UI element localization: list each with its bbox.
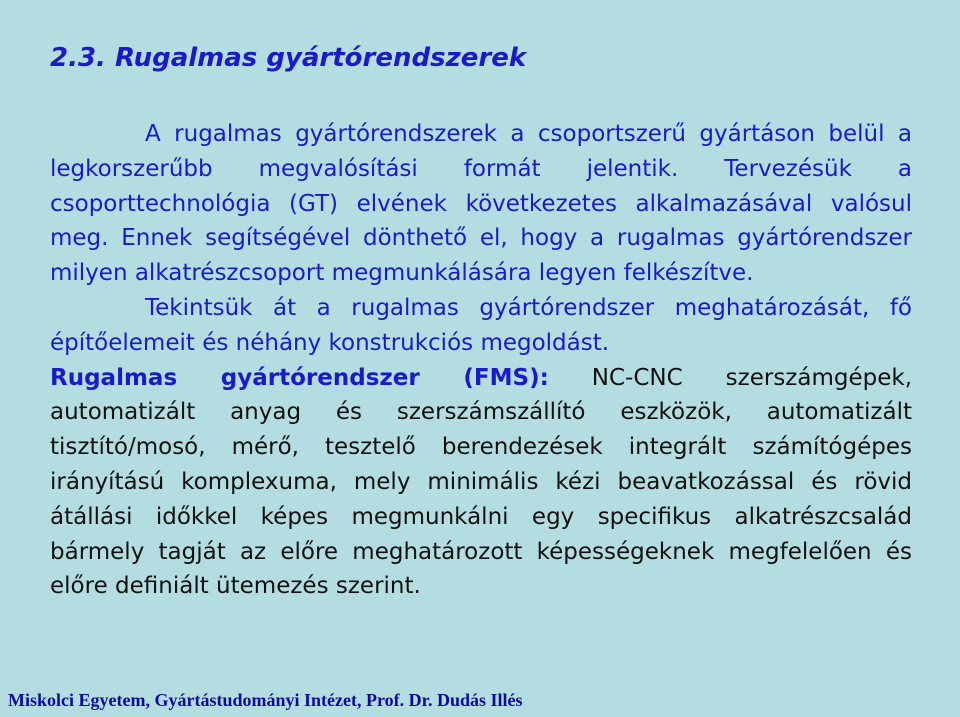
slide-body	[50, 117, 912, 604]
slide-title: 2.3. Rugalmas gyártórendszerek	[50, 43, 527, 73]
overview-paragraph: Tekintsük át a rugalmas gyártórendszer meghatározását, fő építőelemeit és néhány konstrukciós megoldást.	[50, 294, 912, 356]
fms-term: Rugalmas gyártórendszer (FMS):	[50, 364, 549, 391]
slide-footer: Miskolci Egyetem, Gyártástudományi Intézet, Prof. Dr. Dudás Illés	[8, 690, 523, 710]
fms-definition-text: NC-CNC szerszámgépek, automatizált anyag és szerszámszállító eszközök, automatizált tisztító/mosó, mérő, tesztelő berendezések integrált számítógépes irányítású komplexuma, mely minimális kézi beavatkozással és rövid átállási időkkel képes megmunkálni egy specifikus alkatrészcsalád bármely tagját az előre meghatározott képességeknek megfelelően és előre definiált ütemezés szerint.	[50, 364, 912, 600]
fms-definition-paragraph	[50, 361, 912, 605]
intro-paragraph: A rugalmas gyártórendszerek a csoportszerű gyártáson belül a legkorszerűbb megvalósítási formát jelentik. Tervezésük a csoporttechnológia (GT) elvének következetes alkalmazásával valósul meg. Ennek segítségével dönthető el, hogy a rugalmas gyártórendszer milyen alkatrészcsoport megmunkálására legyen felkészítve.	[50, 121, 912, 287]
